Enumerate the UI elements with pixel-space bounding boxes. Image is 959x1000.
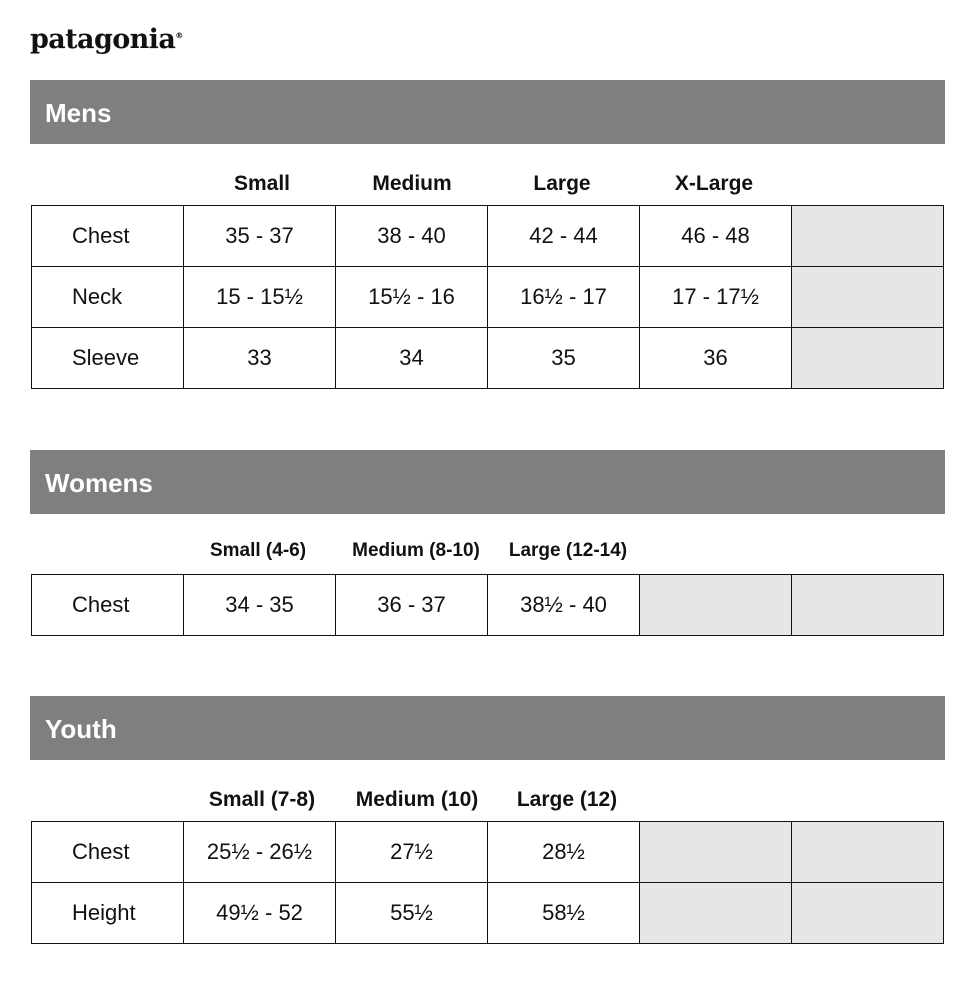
column-header-x-large: X-Large [674,172,754,195]
table-cell: 34 - 35 [184,575,336,636]
column-header-large: Large (12) [516,788,618,811]
row-label-sleeve: Sleeve [32,328,184,389]
empty-cell [792,206,944,267]
empty-cell [792,328,944,389]
table-cell: 15 - 15½ [184,267,336,328]
table-row [32,883,944,944]
row-label-chest: Chest [32,206,184,267]
womens-size-table [31,574,944,636]
column-header-medium: Medium (8-10) [352,540,480,561]
table-cell: 35 - 37 [184,206,336,267]
table-cell: 28½ [488,822,640,883]
logo-wordmark: patagonia [30,24,176,55]
table-cell: 36 - 37 [336,575,488,636]
table-cell: 49½ - 52 [184,883,336,944]
section-header-youth: Youth [30,696,945,760]
column-header-medium: Medium (10) [355,788,479,811]
empty-cell [792,883,944,944]
table-cell: 34 [336,328,488,389]
table-row [32,267,944,328]
table-row [32,206,944,267]
table-cell: 33 [184,328,336,389]
table-cell: 16½ - 17 [488,267,640,328]
row-label-chest: Chest [32,575,184,636]
table-cell: 38 - 40 [336,206,488,267]
column-header-small: Small [233,172,291,195]
table-cell: 38½ - 40 [488,575,640,636]
table-cell: 58½ [488,883,640,944]
row-label-chest: Chest [32,822,184,883]
table-cell: 25½ - 26½ [184,822,336,883]
table-row [32,822,944,883]
section-header-mens: Mens [30,80,945,144]
table-cell: 55½ [336,883,488,944]
registered-mark: ® [175,31,183,40]
empty-cell [640,883,792,944]
column-header-small: Small (7-8) [208,788,316,811]
column-header-medium: Medium [372,172,452,195]
table-cell: 42 - 44 [488,206,640,267]
table-cell: 17 - 17½ [640,267,792,328]
table-row [32,575,944,636]
empty-cell [792,822,944,883]
table-row [32,328,944,389]
patagonia-logo [30,24,183,55]
column-header-large: Large (12-14) [508,540,628,561]
table-cell: 27½ [336,822,488,883]
table-cell: 35 [488,328,640,389]
section-header-womens: Womens [30,450,945,514]
table-cell: 36 [640,328,792,389]
youth-size-table [31,821,944,944]
empty-cell [640,822,792,883]
mens-size-table [31,205,944,389]
empty-cell [792,267,944,328]
row-label-height: Height [32,883,184,944]
column-header-small: Small (4-6) [209,540,307,561]
column-header-large: Large [533,172,591,195]
table-cell: 15½ - 16 [336,267,488,328]
row-label-neck: Neck [32,267,184,328]
empty-cell [792,575,944,636]
table-cell: 46 - 48 [640,206,792,267]
empty-cell [640,575,792,636]
